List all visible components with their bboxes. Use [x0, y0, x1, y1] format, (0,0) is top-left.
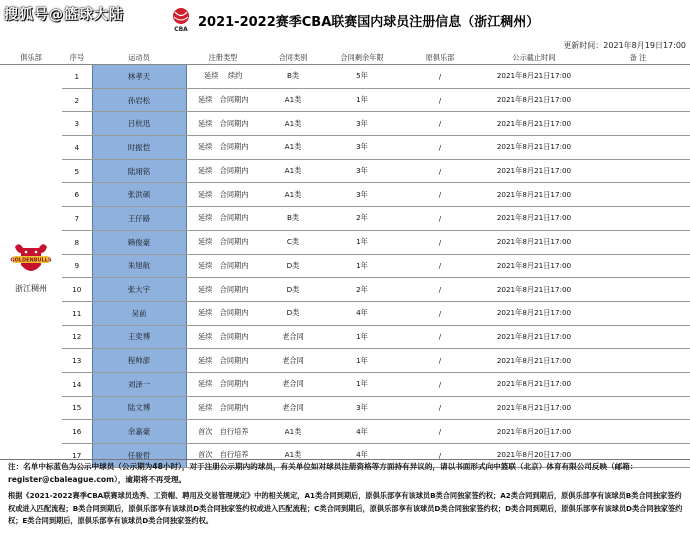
remark-cell — [586, 325, 690, 349]
remark-cell — [586, 65, 690, 89]
deadline-cell: 2021年8月21日17:00 — [482, 349, 586, 373]
reg-type-cell: 延续 合同期内 — [186, 349, 260, 373]
svg-text:GOLDENBULLS: GOLDENBULLS — [10, 257, 52, 264]
player-name-cell: 程帅澎 — [92, 349, 186, 373]
contract-cell: D类 — [260, 301, 326, 325]
contract-cell: 老合同 — [260, 396, 326, 420]
table-row — [0, 136, 690, 160]
remark-cell — [586, 136, 690, 160]
table-row — [0, 325, 690, 349]
reg-type-cell: 延续 合同期内 — [186, 88, 260, 112]
remark-cell — [586, 88, 690, 112]
contract-cell: 老合同 — [260, 325, 326, 349]
origin-club-cell: / — [398, 112, 482, 136]
reg-type-cell: 延续 合同期内 — [186, 278, 260, 302]
contract-cell: B类 — [260, 65, 326, 89]
reg-type-cell: 延续 合同期内 — [186, 159, 260, 183]
header-origin-club: 原俱乐部 — [398, 51, 482, 65]
deadline-cell: 2021年8月21日17:00 — [482, 112, 586, 136]
player-name-cell: 林孝天 — [92, 65, 186, 89]
years-cell: 1年 — [326, 372, 398, 396]
table-row — [0, 301, 690, 325]
header-remark: 备 注 — [586, 51, 690, 65]
years-cell: 5年 — [326, 65, 398, 89]
club-name: 浙江稠州 — [15, 283, 47, 293]
years-cell: 3年 — [326, 112, 398, 136]
table-row — [0, 183, 690, 207]
remark-cell — [586, 349, 690, 373]
watermark: 搜狐号@篮球大陆 — [4, 7, 124, 23]
reg-type-cell: 首次 自行培养 — [186, 420, 260, 444]
table-row — [0, 396, 690, 420]
table-row — [0, 420, 690, 444]
player-name-cell: 吴前 — [92, 301, 186, 325]
deadline-cell: 2021年8月21日17:00 — [482, 325, 586, 349]
player-name-cell: 时振恺 — [92, 136, 186, 160]
deadline-cell: 2021年8月21日17:00 — [482, 88, 586, 112]
table-row — [0, 349, 690, 373]
contract-cell: D类 — [260, 254, 326, 278]
reg-type-cell: 延续 合同期内 — [186, 183, 260, 207]
player-name-cell: 王奕博 — [92, 325, 186, 349]
reg-type-cell: 延续 合同期内 — [186, 254, 260, 278]
remark-cell — [586, 159, 690, 183]
number-cell: 3 — [62, 112, 92, 136]
club-cell — [0, 65, 62, 468]
header-contract: 合同类别 — [260, 51, 326, 65]
deadline-cell: 2021年8月21日17:00 — [482, 372, 586, 396]
remark-cell — [586, 301, 690, 325]
contract-cell: A1类 — [260, 444, 326, 468]
remark-cell — [586, 230, 690, 254]
player-name-cell: 余嘉豪 — [92, 420, 186, 444]
contract-cell: B类 — [260, 207, 326, 231]
number-cell: 9 — [62, 254, 92, 278]
origin-club-cell: / — [398, 230, 482, 254]
deadline-cell: 2021年8月21日17:00 — [482, 230, 586, 254]
origin-club-cell: / — [398, 444, 482, 468]
origin-club-cell: / — [398, 420, 482, 444]
contract-cell: A1类 — [260, 88, 326, 112]
origin-club-cell: / — [398, 278, 482, 302]
goldenbulls-logo-icon — [9, 239, 53, 279]
origin-club-cell: / — [398, 136, 482, 160]
table-row — [0, 207, 690, 231]
table-header — [0, 51, 690, 65]
deadline-cell: 2021年8月21日17:00 — [482, 65, 586, 89]
number-cell: 16 — [62, 420, 92, 444]
reg-type-cell: 延续 合同期内 — [186, 207, 260, 231]
reg-type-cell: 延续 合同期内 — [186, 112, 260, 136]
number-cell: 1 — [62, 65, 92, 89]
table-row — [0, 230, 690, 254]
remark-cell — [586, 278, 690, 302]
years-cell: 4年 — [326, 420, 398, 444]
table-row — [0, 65, 690, 89]
number-cell: 10 — [62, 278, 92, 302]
number-cell: 2 — [62, 88, 92, 112]
reg-type-cell: 延续 合同期内 — [186, 230, 260, 254]
contract-cell: 老合同 — [260, 372, 326, 396]
player-name-cell: 陆文博 — [92, 396, 186, 420]
contract-cell: D类 — [260, 278, 326, 302]
deadline-cell: 2021年8月21日17:00 — [482, 301, 586, 325]
page-title: 2021-2022赛季CBA联赛国内球员注册信息（浙江稠州） — [198, 14, 540, 30]
remark-cell — [586, 396, 690, 420]
number-cell: 6 — [62, 183, 92, 207]
reg-type-cell: 延续 合同期内 — [186, 325, 260, 349]
remark-cell — [586, 112, 690, 136]
reg-type-cell: 延续 合同期内 — [186, 396, 260, 420]
origin-club-cell: / — [398, 183, 482, 207]
contract-cell: C类 — [260, 230, 326, 254]
deadline-cell: 2021年8月21日17:00 — [482, 396, 586, 420]
years-cell: 1年 — [326, 349, 398, 373]
number-cell: 17 — [62, 444, 92, 468]
origin-club-cell: / — [398, 159, 482, 183]
player-name-cell: 朱旭航 — [92, 254, 186, 278]
contract-cell: A1类 — [260, 183, 326, 207]
remark-cell — [586, 183, 690, 207]
years-cell: 1年 — [326, 88, 398, 112]
note-disclaimer: 注：名单中标蓝色为公示中球员（公示期为48小时），对于注册公示期内的球员，有关单位如对球员注册资格等方面持有异议的，请以书面形式向中篮联（北京）体育有限公司反映（邮箱：register@cbaleague.com），逾期将不再受理。 — [8, 462, 638, 484]
years-cell: 2年 — [326, 207, 398, 231]
remark-cell — [586, 372, 690, 396]
origin-club-cell: / — [398, 372, 482, 396]
contract-cell: A1类 — [260, 159, 326, 183]
header-deadline: 公示截止时间 — [482, 51, 586, 65]
number-cell: 8 — [62, 230, 92, 254]
contract-cell: A1类 — [260, 136, 326, 160]
table-row — [0, 159, 690, 183]
remark-cell — [586, 420, 690, 444]
club-box — [0, 239, 62, 294]
player-name-cell: 张洪硕 — [92, 183, 186, 207]
origin-club-cell: / — [398, 325, 482, 349]
contract-cell: A1类 — [260, 112, 326, 136]
reg-type-cell: 延续 合同期内 — [186, 136, 260, 160]
origin-club-cell: / — [398, 254, 482, 278]
reg-type-cell: 延续 合同期内 — [186, 301, 260, 325]
number-cell: 15 — [62, 396, 92, 420]
origin-club-cell: / — [398, 65, 482, 89]
svg-text:CBA: CBA — [174, 26, 188, 33]
contract-cell: 老合同 — [260, 349, 326, 373]
years-cell: 3年 — [326, 183, 398, 207]
deadline-cell: 2021年8月21日17:00 — [482, 278, 586, 302]
number-cell: 13 — [62, 349, 92, 373]
deadline-cell: 2021年8月21日17:00 — [482, 159, 586, 183]
years-cell: 4年 — [326, 444, 398, 468]
player-name-cell: 吕杭迅 — [92, 112, 186, 136]
player-name-cell: 刘泽一 — [92, 372, 186, 396]
number-cell: 14 — [62, 372, 92, 396]
table-row — [0, 278, 690, 302]
number-cell: 11 — [62, 301, 92, 325]
remark-cell — [586, 207, 690, 231]
years-cell: 1年 — [326, 254, 398, 278]
origin-club-cell: / — [398, 349, 482, 373]
header-years: 合同剩余年限 — [326, 51, 398, 65]
player-name-cell: 任骏哲 — [92, 444, 186, 468]
years-cell: 1年 — [326, 325, 398, 349]
years-cell: 2年 — [326, 278, 398, 302]
table-row — [0, 372, 690, 396]
deadline-cell: 2021年8月21日17:00 — [482, 183, 586, 207]
deadline-cell: 2021年8月20日17:00 — [482, 444, 586, 468]
origin-club-cell: / — [398, 396, 482, 420]
remark-cell — [586, 254, 690, 278]
header-player: 运动员 — [92, 51, 186, 65]
header-number: 序号 — [62, 51, 92, 65]
table-row — [0, 112, 690, 136]
origin-club-cell: / — [398, 301, 482, 325]
player-name-cell: 王仔路 — [92, 207, 186, 231]
update-time: 更新时间：2021年8月19日17:00 — [563, 41, 686, 50]
reg-type-cell: 延续 合同期内 — [186, 372, 260, 396]
years-cell: 3年 — [326, 136, 398, 160]
years-cell: 3年 — [326, 396, 398, 420]
header-club: 俱乐部 — [0, 51, 62, 65]
player-name-cell: 孙岩松 — [92, 88, 186, 112]
contract-cell: A1类 — [260, 420, 326, 444]
years-cell: 4年 — [326, 301, 398, 325]
title-bar — [170, 6, 539, 34]
table-row — [0, 88, 690, 112]
reg-type-cell: 延续 续约 — [186, 65, 260, 89]
number-cell: 12 — [62, 325, 92, 349]
reg-type-cell: 首次 自行培养 — [186, 444, 260, 468]
table-row — [0, 254, 690, 278]
player-name-cell: 赖俊豪 — [92, 230, 186, 254]
cba-logo-icon — [170, 7, 192, 33]
years-cell: 1年 — [326, 230, 398, 254]
player-name-cell: 陆翊铭 — [92, 159, 186, 183]
deadline-cell: 2021年8月21日17:00 — [482, 254, 586, 278]
deadline-cell: 2021年8月21日17:00 — [482, 207, 586, 231]
number-cell: 4 — [62, 136, 92, 160]
number-cell: 5 — [62, 159, 92, 183]
years-cell: 3年 — [326, 159, 398, 183]
deadline-cell: 2021年8月20日17:00 — [482, 420, 586, 444]
deadline-cell: 2021年8月21日17:00 — [482, 136, 586, 160]
origin-club-cell: / — [398, 207, 482, 231]
number-cell: 7 — [62, 207, 92, 231]
header-reg-type: 注册类型 — [186, 51, 260, 65]
note-regulations: 根据《2021-2022赛季CBA联赛球员选秀、工资帽、聘用及交易管理规定》中的相关规定，A1类合同到期后，原俱乐部享有该球员B类合同独家签约权；A2类合同到期后，原俱乐部享有该球员B类合同独家签约权或进入匹配流程；B类合同到期后，原俱乐部享有该球员D类合同独家签约权或进入匹配流程；C类合同到期后，原俱乐部享有该球员D类合同独家签约权；D类合同到期后，原俱乐部享有该球员D类合同独家签约权；E类合同到期后，原俱乐部享有该球员D类合同独家签约权。 — [8, 491, 683, 525]
origin-club-cell: / — [398, 88, 482, 112]
player-table — [0, 51, 690, 468]
player-name-cell: 张大宇 — [92, 278, 186, 302]
